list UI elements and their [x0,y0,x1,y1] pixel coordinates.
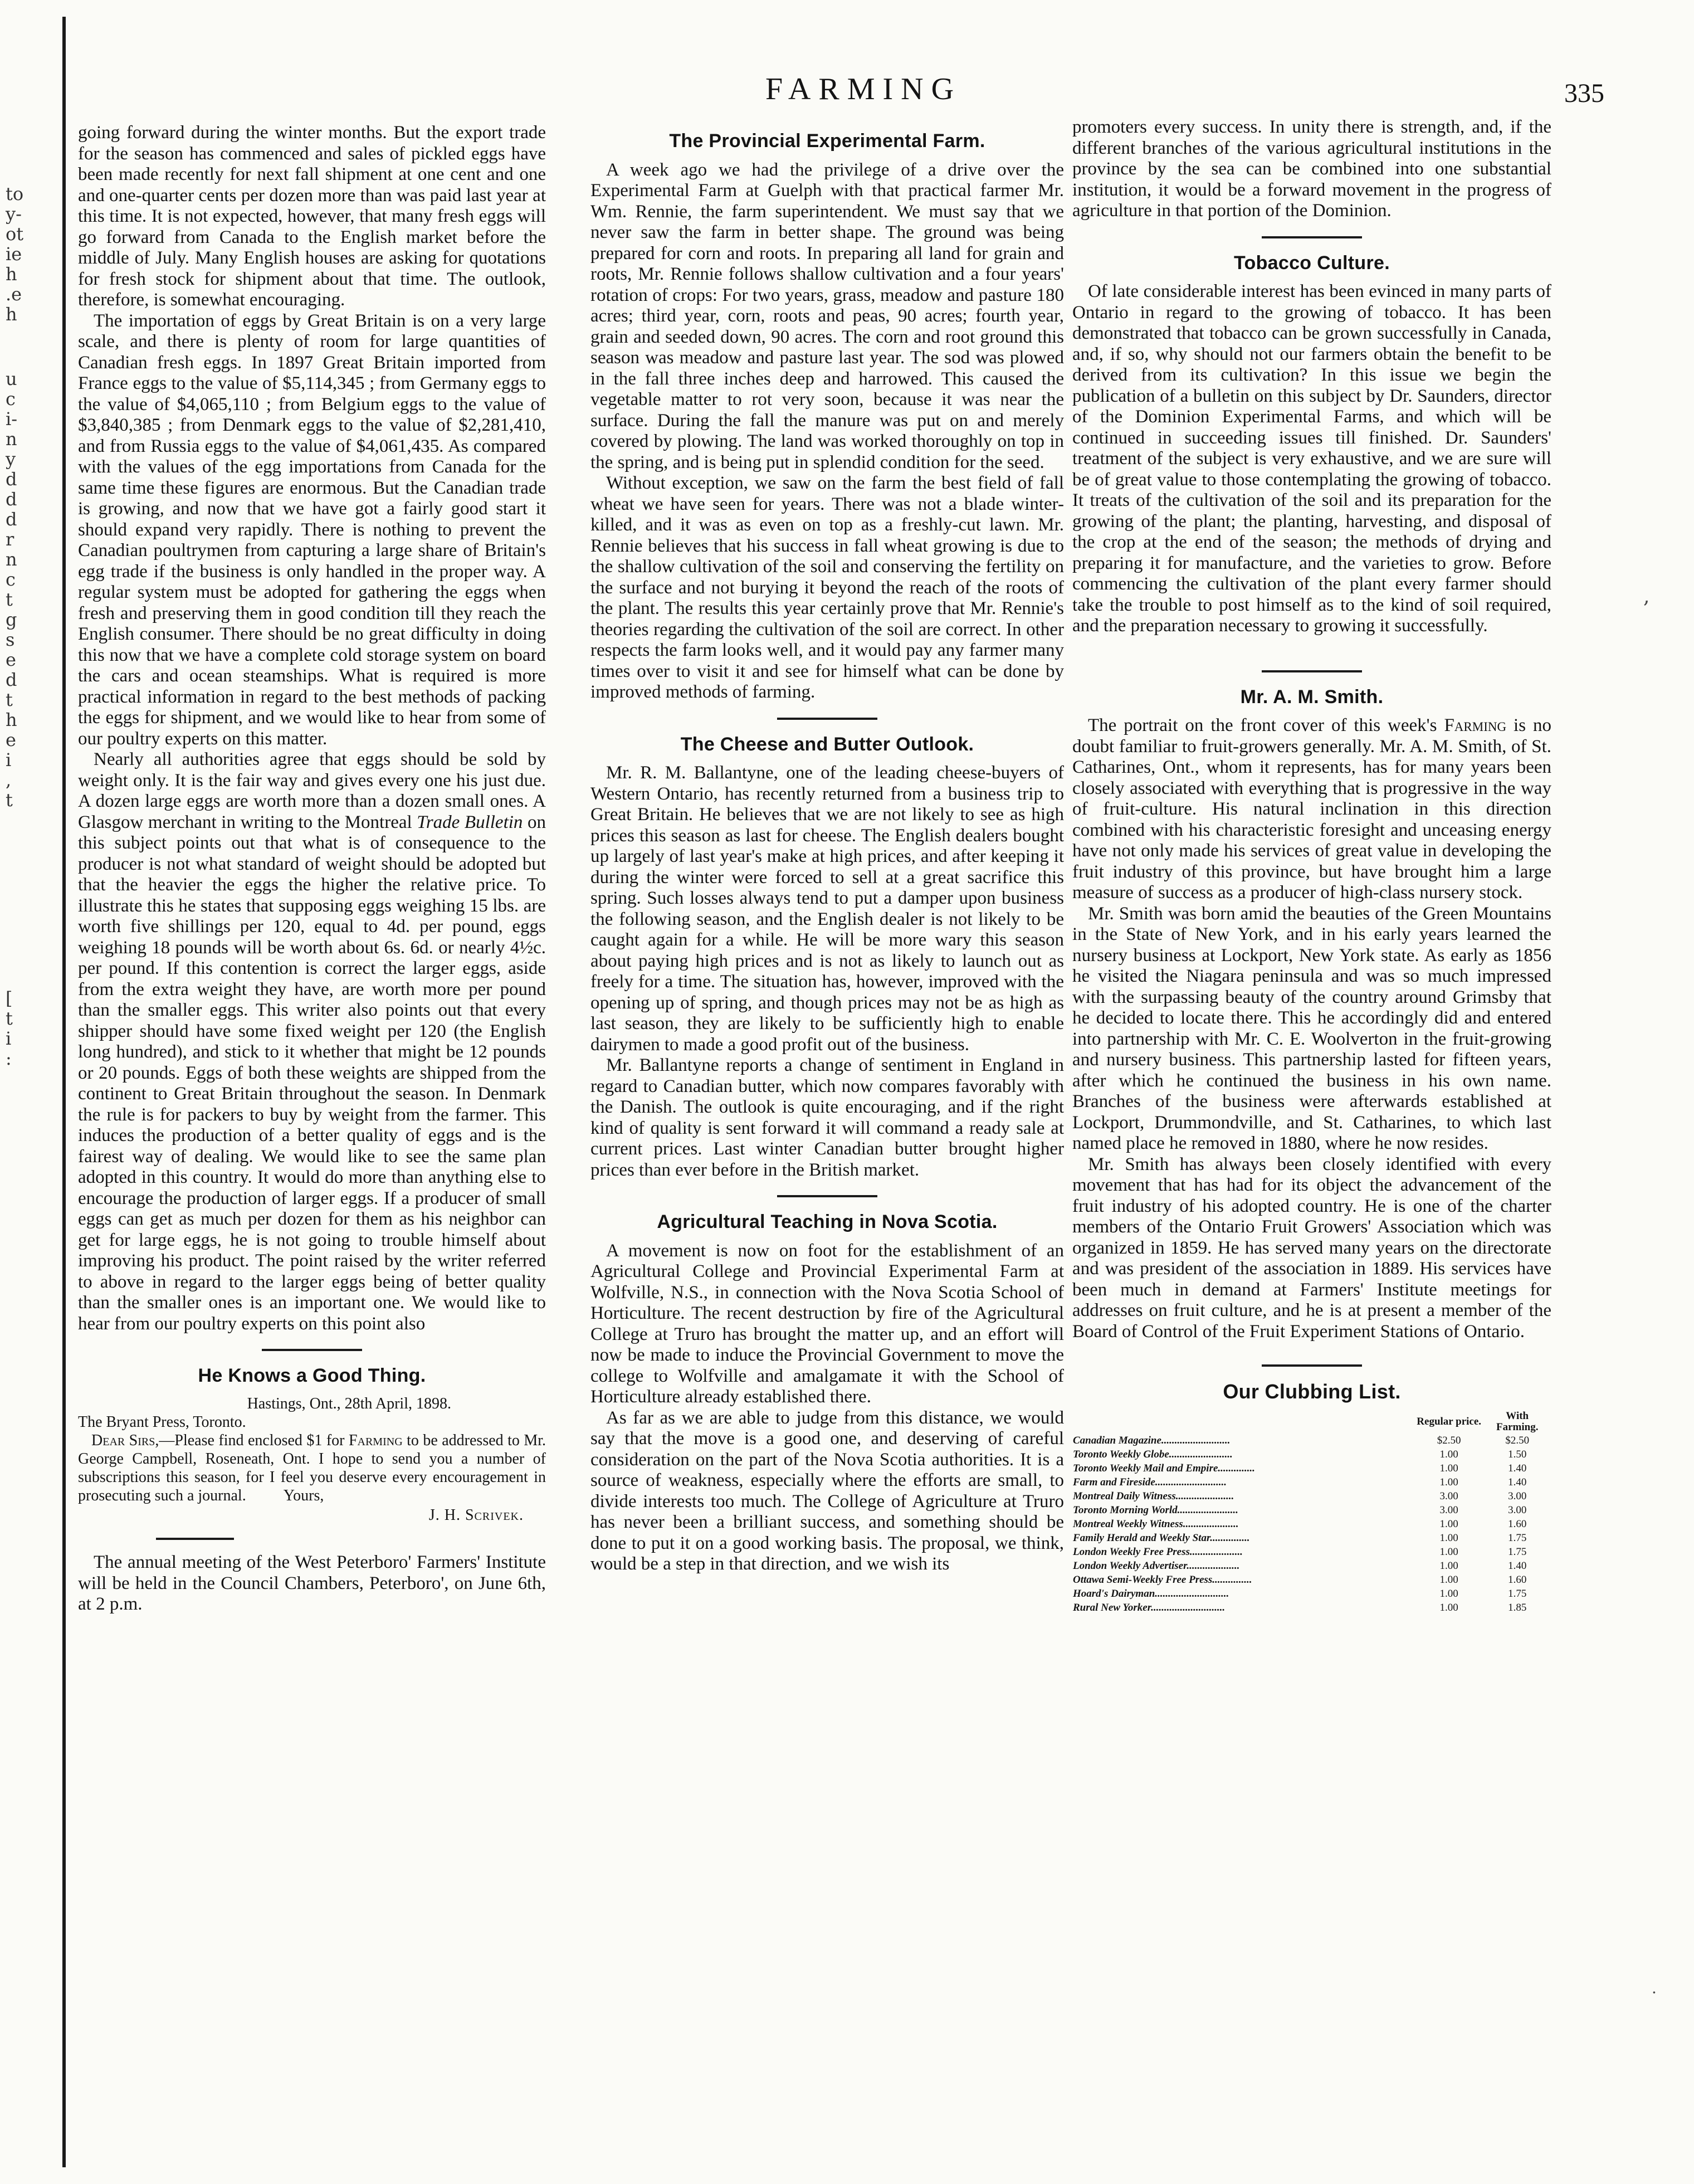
margin-fragment: c [6,388,16,410]
section-divider [777,1195,877,1197]
with-farming-price: 1.40 [1508,1462,1527,1474]
margin-fragment: e [6,649,16,670]
margin-fragment: h [6,264,17,285]
publication-name: Toronto Weekly Mail and Empire.............. [1073,1462,1255,1474]
regular-price: 3.00 [1439,1490,1458,1502]
clubbing-list-headline: Our Clubbing List. [1223,1380,1401,1403]
cheese-butter-paragraph-1: Mr. R. M. Ballantyne, one of the leading cheese-buyers of Western Ontario, has recently returned from a business trip to Great Britain. He believes that we are not likely to see as high prices this season as last for cheese. The English dealers bought up largely of last year's make at high prices, and after keeping it during the winter were forced to sell at a great sacrifice this spring. Such losses always tend to put a damper upon business the following season, and the English dealer is not likely to be caught again for a while. He will be more wary this season about paying high prices and is not as likely to launch out as freely for a time. The situation has, however, improved with the opening up of spring, and though prices may not be as high as last season, they are likely to be sufficiently high to enable dairymen to made a good profit out of the business. [590,763,1064,1055]
publication-name: Canadian Magazine.......................... [1073,1434,1231,1446]
clubbing-row [1072,1545,1551,1559]
margin-fragment: i- [6,408,18,430]
tobacco-headline: Tobacco Culture. [1234,252,1390,274]
margin-fragment: t [6,689,13,710]
regular-price: 1.00 [1439,1573,1458,1586]
clubbing-row [1072,1587,1551,1601]
smith-paragraph-1: The portrait on the front cover of this week's Farming is no doubt familiar to fruit-growers generally. Mr. A. M. Smith, of St. Catharines, Ont., whom it represents, has for many years been closely associated with everything that is progressive in the way of fruit-culture. His natural inclination in this direction combined with his characteristic foresight and unceasing energy have not only made his services of great value in developing the fruit industry of this province, but have brought him a large measure of success as a producer of high-class nursery stock. [1072,715,1552,903]
cheese-butter-headline: The Cheese and Butter Outlook. [680,733,974,755]
column-2 [590,131,1064,1575]
running-header-title: FARMING [765,72,962,106]
clubbing-row [1072,1601,1551,1615]
with-farming-header: With Farming. [1496,1410,1539,1433]
section-divider [156,1538,234,1540]
with-farming-price: 1.60 [1508,1518,1527,1530]
regular-price: 1.00 [1439,1448,1458,1460]
publication-name: Ottawa Semi-Weekly Free Press............... [1073,1573,1252,1586]
margin-fragment: u [6,368,17,389]
margin-fragment: t [6,789,13,811]
regular-price: $2.50 [1437,1434,1461,1446]
cheese-butter-paragraph-2: Mr. Ballantyne reports a change of sentiment in England in regard to Canadian butter, which now compares favorably with the Danish. The outlook is quite encouraging, and if the right kind of quality is sent forward it will command a ready sale at current prices. Last winter Canadian butter brought higher prices than ever before in the British market. [590,1055,1064,1180]
with-farming-price: $2.50 [1505,1434,1530,1446]
clubbing-list-table [1072,1410,1551,1615]
regular-price: 3.00 [1439,1504,1458,1516]
letter-header [78,1395,546,1431]
margin-fragment: y- [6,203,22,225]
margin-fragment: r [6,529,14,550]
margin-fragment: g [6,609,17,630]
margin-fragment: ie [6,243,22,265]
margin-fragment: i [6,749,12,771]
clubbing-row [1072,1475,1551,1489]
column-1 [78,123,546,1615]
margin-fragment: e [6,729,16,750]
margin-fragment: , [6,769,12,791]
nova-scotia-headline: Agricultural Teaching in Nova Scotia. [657,1211,998,1232]
margin-fragment: c [6,569,16,590]
publication-name: Hoard's Dairyman............................ [1073,1587,1229,1600]
margin-fragment: t [6,1008,13,1029]
smith-headline: Mr. A. M. Smith. [1240,686,1384,708]
margin-fragment: i [6,1028,12,1049]
smith-paragraph-2: Mr. Smith was born amid the beauties of the Green Mountains in the State of New York, and in his early years learned the nursery business at Lockport, New York state. As early as 1856 he visited the Niagara peninsula and was so much impressed with the surpassing beauty of the country around Grimsby that he decided to locate there. This he accordingly did and entered into partnership with Mr. C. E. Woolverton in the fruit-growing and nursery business. This partnership lasted for fifteen years, after which he continued the business in his own name. Branches of the business were afterwards established at Lockport, Drummondville, and St. Catharines, to which last named place he removed in 1880, where he now resides. [1072,903,1551,1153]
regular-price: 1.00 [1439,1559,1458,1572]
with-farming-price: 3.00 [1508,1490,1527,1502]
publication-column-header [1072,1410,1415,1434]
with-farming-price: 1.60 [1508,1573,1527,1586]
margin-fragment: d [6,469,17,490]
publication-name: Family Herald and Weekly Star............... [1073,1532,1250,1544]
smith-paragraph-3: Mr. Smith has always been closely identified with every movement that has had for its object the advancement of the fruit industry of his adopted country. He is one of the charter members of the Ontario Fruit Growers' Association which was organized in 1859. He has served many years on the directorate and was president of the association in 1889. His services have been much in demand at Farmers' Institute meetings for addresses on fruit culture, and he is at present a member of the Board of Control of the Fruit Experiment Stations of Ontario. [1072,1154,1551,1342]
with-farming-price: 1.75 [1508,1587,1527,1600]
with-farming-price: 1.75 [1508,1546,1527,1558]
clubbing-row [1072,1461,1551,1475]
publication-name: Montreal Daily Witness...................... [1073,1490,1234,1502]
letter-dateline: Hastings, Ont., 28th April, 1898. [247,1395,451,1412]
clubbing-row [1072,1517,1551,1531]
clubbing-row [1072,1573,1551,1587]
publication-name: Farm and Fireside........................... [1073,1476,1227,1488]
margin-fragment: : [6,1048,12,1069]
with-farming-price: 1.40 [1508,1559,1527,1572]
egg-trade-paragraph-3: Nearly all authorities agree that eggs should be sold by weight only. It is the fair way and gives every one his just due. A dozen large eggs are worth more than a dozen small ones. A Glasgow merchant in writing to the Montreal Trade Bulletin on this subject points out that what is of consequence to the producer is not what standard of weight should be adopted but that the heavier the eggs the higher the relative price. To illustrate this he states that supposing eggs weighing 15 lbs. are worth five shillings per 120, equal to 4d. per pound, eggs weighing 18 pounds will be worth about 6s. 6d. or nearly 4½c. per pound. If this contention is correct the larger eggs, aside from the extra weight they have, are worth more per pound than the smaller eggs. This writer also points out that every shipper should have some fixed weight per 120 (the English long hundred), and stick to it whether that might be 12 pounds or 20 pounds. Eggs of both these weights are shipped from the continent to Great Britain throughout the season. In Denmark the rule is for packers to buy by weight from the farmer. This induces the production of a better quality of eggs and is the fairest way of dealing. We would like to see the same plan adopted in this country. It would do more than anything else to encourage the production of larger eggs. If a producer of small eggs can get as much per dozen for them as his neighbor can get for large eggs, he is not going to trouble himself about improving his product. The point raised by the writer referred to above in regard to the larger eggs being of better quality than the smaller ones is an important one. We would like to hear from our poultry experts on this point also [78,749,546,1334]
margin-fragment: h [6,709,17,730]
regular-price-header: Regular price. [1417,1415,1482,1427]
regular-price: 1.00 [1439,1518,1458,1530]
letter-signature: J. H. Scrivek. [428,1506,524,1524]
binding-edge [62,17,66,2167]
margin-fragment: .e [6,284,22,305]
section-divider [1262,1364,1362,1367]
egg-trade-paragraph-1: going forward during the winter months. But the export trade for the season has commenced and sales of pickled eggs have been made recently for next fall shipment at one cent and one and one-quarter cents per dozen more than was paid last year at this time. It is not expected, however, that many fresh eggs will go forward from Canada to the English market before the middle of July. Many English houses are asking for quotations for fresh stock for shipment about that time. The outlook, therefore, is somewhat encouraging. [78,123,546,310]
experimental-farm-paragraph-2: Without exception, we saw on the farm the best field of fall wheat we have seen for years. There was not a blade winter-killed, and it was as even on top as a freshly-cut lawn. Mr. Rennie believes that his success in fall wheat growing is due to the shallow cultivation of the soil and conserving the fertility on the surface and not burying it beyond the reach of the roots of the plant. The results this year certainly prove that Mr. Rennie's theories regarding the cultivation of the soil are correct. In other respects the farm looks well, and it would pay any farmer many times over to visit it and see for himself what can be done by improved methods of farming. [590,473,1064,702]
bleed-through-margin-text [6,184,50,1069]
letter-addressee: The Bryant Press, Toronto. [78,1413,246,1431]
page-number: 335 [1564,79,1604,108]
section-divider [262,1349,362,1351]
experimental-farm-paragraph-1: A week ago we had the privilege of a drive over the Experimental Farm at Guelph with that practical farmer Mr. Wm. Rennie, the farm superintendent. We must say that we never saw the farm in better shape. The ground was being prepared for corn and roots. In preparing all land for grain and roots, Mr. Rennie follows shallow cultivation and a four years' rotation of crops: For two years, grass, meadow and pasture 180 acres; third year, corn, roots and peas, 90 acres; fourth year, grain and seeded down, 90 acres. The corn and root ground this season was meadow and pasture last year. The sod was plowed in the fall three inches deep and harrowed. This caused the vegetable matter to rot very soon, because it was near the surface. During the fall the manure was put on and merely covered by plowing. The land was worked thoroughly on top in the spring, and is being put in splendid condition for the seed. [590,159,1064,472]
clubbing-row [1072,1531,1551,1545]
margin-fragment: n [6,428,17,450]
publication-name: Rural New Yorker............................ [1073,1601,1226,1613]
regular-price: 1.00 [1439,1601,1458,1613]
publication-name: Montreal Weekly Witness..................... [1073,1518,1239,1530]
publication-name: London Weekly Free Press.................... [1073,1546,1243,1558]
with-farming-price: 1.75 [1508,1532,1527,1544]
egg-trade-paragraph-2: The importation of eggs by Great Britain is on a very large scale, and there is plenty of room for large quantities of Canadian fresh eggs. In 1897 Great Britain imported from France eggs to the value of $5,114,345 ; from Germany eggs to the value of $4,065,110 ; from Belgium eggs to the value of $3,840,385 ; from Denmark eggs to the value of $2,281,410, and from Russia eggs to the value of $4,061,435. As compared with the values of the egg importations from Canada for the same time these figures are enormous. But the Canadian trade is growing, and now that we have got a fairly good start it should expand very rapidly. There is nothing to prevent the Canadian poultrymen from capturing a large share of Britain's egg trade if the business is only handled in the proper way. A regular system must be adopted for gathering the eggs when fresh and preserving them in good condition till they reach the English consumer. There should be no great difficulty in doing this now that we have a complete cold storage system on board the cars and ocean steamships. What is required is more practical information in regard to the best methods of packing the eggs for shipment, and we would like to hear from some of our poultry experts on this matter. [78,310,546,749]
good-thing-headline: He Knows a Good Thing. [198,1365,426,1386]
clubbing-row [1072,1559,1551,1573]
nova-scotia-paragraph-2: As far as we are able to judge from this distance, we would say that the move is a good one, and deserving of careful consideration on the part of the Nova Scotia authorities. It is a source of weakness, especially where the efforts are small, to divide interests too much. The College of Agriculture at Truro has never been a brilliant success, and something should be done to put it on a good working basis. The proposal, we think, would be a step in that direction, and we wish its [590,1407,1064,1574]
publication-name: London Weekly Advertiser.................... [1073,1559,1240,1572]
margin-fragment: t [6,589,13,610]
margin-fragment: [ [6,988,13,1009]
with-farming-price: 3.00 [1508,1504,1527,1516]
stray-mark: , [1643,585,1650,608]
section-divider [1262,670,1362,672]
clubbing-row [1072,1434,1551,1447]
trade-bulletin-title: Trade Bulletin [417,812,523,832]
margin-fragment: ot [6,223,24,245]
column-3 [1072,117,1551,1615]
experimental-farm-headline: The Provincial Experimental Farm. [669,130,985,152]
with-farming-price: 1.40 [1508,1476,1527,1488]
with-farming-price: 1.50 [1508,1448,1527,1460]
margin-fragment: y [6,448,16,470]
clubbing-row [1072,1447,1551,1461]
section-divider [1262,236,1362,238]
tobacco-paragraph: Of late considerable interest has been evinced in many parts of Ontario in regard to the growing of tobacco. It has been demonstrated that tobacco can be grown successfully in Canada, and, if so, why should not our farmers obtain the benefit to be derived from its cultivation? In this issue we begin the publication of a bulletin on this subject by Dr. Saunders, director of the Dominion Experimental Farms, and which will be continued in succeeding issues till finished. Dr. Saunders' treatment of the subject is very exhaustive, and we are sure will be of great value to those contemplating the growing of tobacco. It treats of the cultivation of the soil and its preparation for the growing of the plant; the planting, harvesting, and disposal of the crop at the end of the season; the methods of drying and preparing it for manufacture, and the varieties to grow. Before commencing the cultivation of the plant every farmer should take the trouble to post himself as to the kind of soil required, and the preparation necessary to growing it successfully. [1072,281,1551,636]
publication-name: Toronto Weekly Globe........................ [1073,1448,1233,1460]
clubbing-table-header-row [1072,1410,1551,1434]
margin-fragment: h [6,304,17,325]
regular-price: 1.00 [1439,1532,1458,1544]
margin-fragment: d [6,669,17,690]
meeting-notice: The annual meeting of the West Peterboro' Farmers' Institute will be held in the Council Chambers, Peterboro', on June 6th, at 2 p.m. [78,1552,546,1614]
nova-scotia-paragraph-1: A movement is now on foot for the establishment of an Agricultural College and Provincial Experimental Farm at Wolfville, N.S., in connection with the Nova Scotia School of Horticulture. The recent destruction by fire of the Agricultural College at Truro has brought the matter up, and an effort will now be made to induce the Provincial Government to move the college to Wolfville and amalgamate it with the School of Horticulture already established there. [590,1240,1064,1407]
regular-price: 1.00 [1439,1546,1458,1558]
margin-fragment: s [6,629,15,650]
regular-price: 1.00 [1439,1462,1458,1474]
publication-name: Toronto Morning World....................... [1073,1504,1238,1516]
nova-scotia-continuation: promoters every success. In unity there is strength, and, if the different branches of the various agricultural institutions in the province by the sea can be combined into one substantial institution, it would be a forward movement in the progress of agriculture in that portion of the Dominion. [1072,117,1551,221]
regular-price: 1.00 [1439,1476,1458,1488]
margin-fragment: to [6,183,24,204]
clubbing-row [1072,1503,1551,1517]
margin-fragment: d [6,509,17,530]
letter-body: Dear Sirs,—Please find enclosed $1 for Farming to be addressed to Mr. George Campbell, Roseneath, Ont. I hope to send you a number of subscriptions this season, for I feel you deserve every encouragement in prosecuting such a journal. Yours, [78,1431,546,1504]
margin-fragment: n [6,549,17,570]
regular-price: 1.00 [1439,1587,1458,1600]
clubbing-row [1072,1489,1551,1503]
margin-fragment: d [6,489,17,510]
section-divider [777,718,877,720]
stray-mark: · [1652,1983,1657,2002]
with-farming-price: 1.85 [1508,1601,1527,1613]
